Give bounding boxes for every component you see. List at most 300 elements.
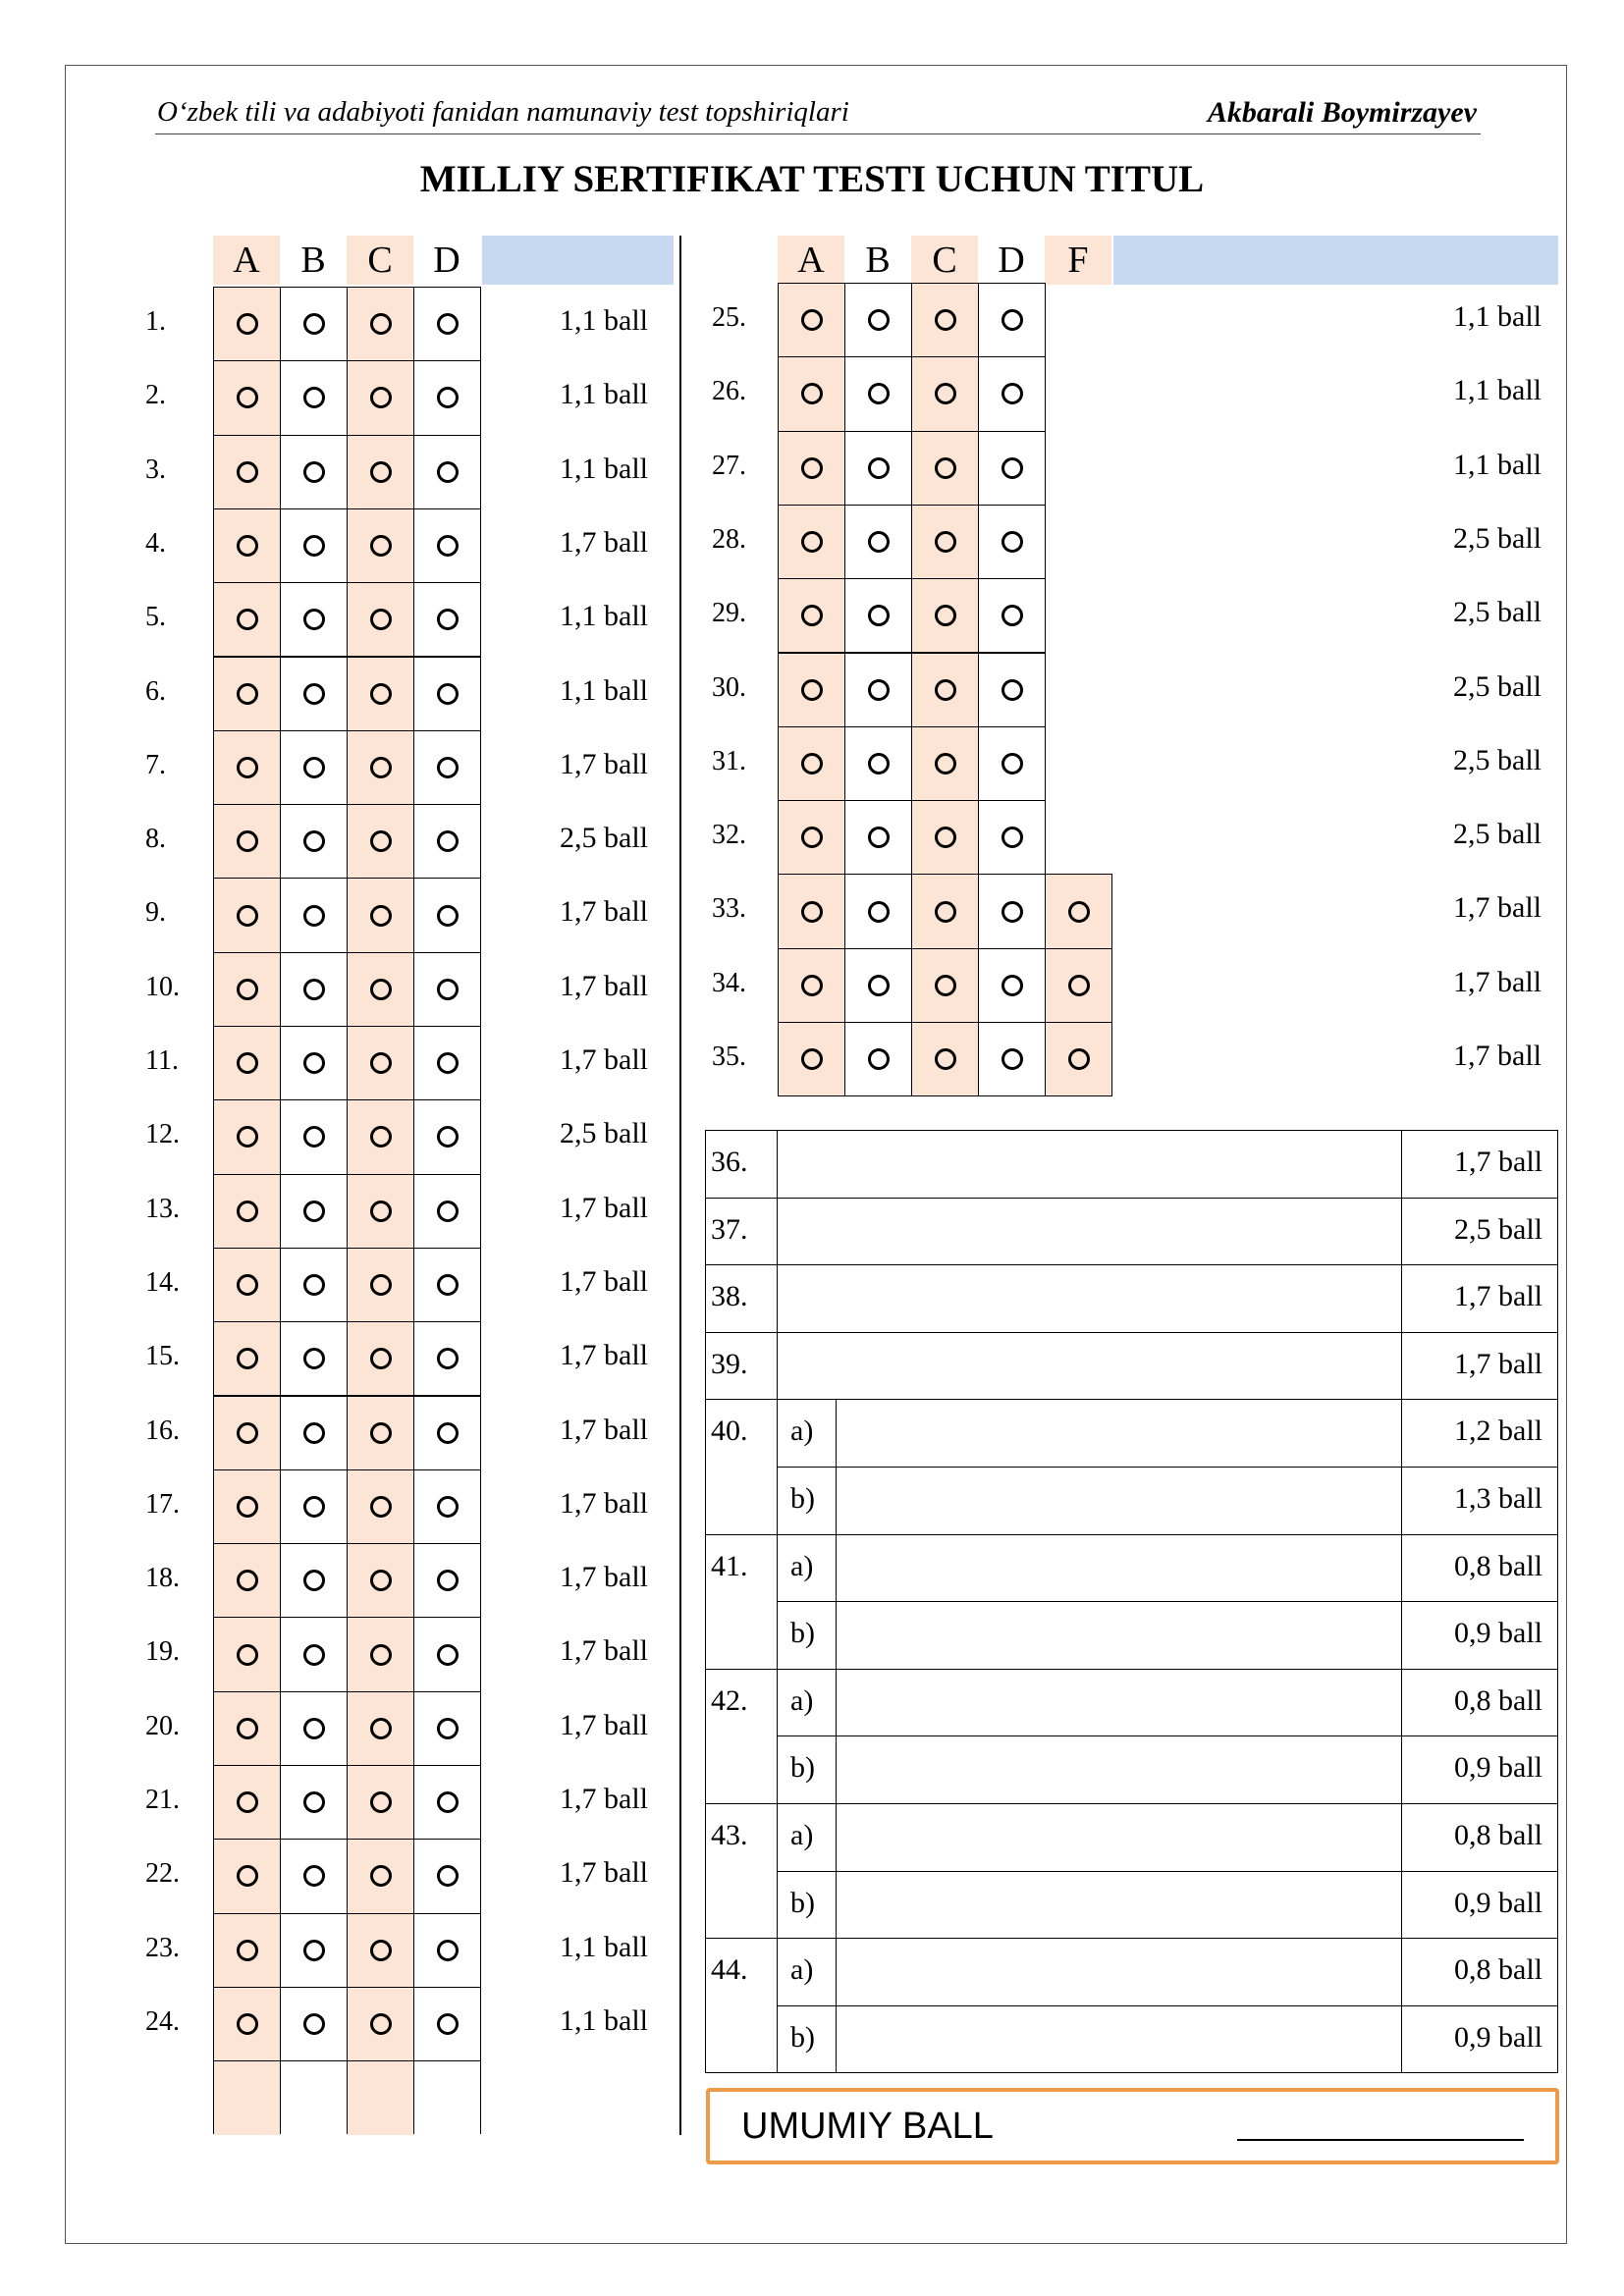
bubble-option-b[interactable] (868, 827, 890, 848)
bubble-option-d[interactable] (437, 830, 459, 852)
answer-field[interactable] (836, 1601, 1402, 1670)
bubble-option-b[interactable] (303, 1496, 325, 1518)
bubble-option-c[interactable] (370, 1718, 392, 1739)
answer-cell[interactable] (347, 1026, 414, 1100)
bubble-option-a[interactable] (801, 753, 823, 774)
bubble-option-a[interactable] (237, 1126, 258, 1148)
bubble-option-d[interactable] (437, 1052, 459, 1074)
answer-cell[interactable] (978, 948, 1046, 1023)
answer-field[interactable] (777, 1198, 1402, 1266)
bubble-option-a[interactable] (237, 1348, 258, 1369)
answer-cell[interactable] (280, 1174, 348, 1249)
bubble-option-a[interactable] (237, 1644, 258, 1666)
answer-cell[interactable] (347, 1469, 414, 1544)
total-score-field[interactable] (1237, 2139, 1524, 2141)
bubble-option-d[interactable] (1001, 309, 1023, 331)
bubble-option-b[interactable] (303, 1126, 325, 1148)
answer-cell[interactable] (413, 508, 481, 583)
answer-cell[interactable] (213, 1913, 281, 1988)
answer-cell[interactable] (978, 726, 1046, 801)
bubble-option-c[interactable] (370, 1791, 392, 1813)
bubble-option-a[interactable] (801, 1048, 823, 1070)
bubble-option-b[interactable] (303, 1570, 325, 1591)
answer-cell[interactable] (413, 1469, 481, 1544)
answer-cell[interactable] (911, 283, 979, 357)
bubble-option-a[interactable] (801, 383, 823, 404)
bubble-option-b[interactable] (303, 1348, 325, 1369)
bubble-option-a[interactable] (237, 1422, 258, 1444)
answer-cell[interactable] (347, 878, 414, 952)
bubble-option-b[interactable] (303, 1940, 325, 1961)
answer-cell[interactable] (844, 874, 912, 948)
bubble-option-d[interactable] (437, 535, 459, 557)
answer-cell[interactable] (280, 1839, 348, 1913)
answer-cell[interactable] (347, 1248, 414, 1322)
answer-cell[interactable] (347, 582, 414, 657)
bubble-option-b[interactable] (303, 1052, 325, 1074)
bubble-option-c[interactable] (370, 830, 392, 852)
bubble-option-a[interactable] (237, 683, 258, 705)
answer-cell[interactable] (347, 1987, 414, 2061)
answer-cell[interactable] (280, 730, 348, 805)
bubble-option-b[interactable] (868, 531, 890, 553)
answer-cell[interactable] (978, 1022, 1046, 1096)
bubble-option-f[interactable] (1068, 975, 1090, 996)
bubble-option-a[interactable] (801, 531, 823, 553)
answer-cell[interactable] (911, 948, 979, 1023)
bubble-option-b[interactable] (303, 387, 325, 408)
bubble-option-a[interactable] (237, 979, 258, 1000)
answer-field[interactable] (836, 1871, 1402, 1940)
answer-cell[interactable] (978, 653, 1046, 727)
bubble-option-d[interactable] (1001, 753, 1023, 774)
answer-cell[interactable] (778, 283, 845, 357)
bubble-option-d[interactable] (437, 313, 459, 335)
bubble-option-c[interactable] (370, 1940, 392, 1961)
bubble-option-a[interactable] (801, 975, 823, 996)
answer-cell[interactable] (213, 730, 281, 805)
answer-cell[interactable] (213, 1099, 281, 1174)
answer-cell[interactable] (413, 360, 481, 435)
bubble-option-d[interactable] (437, 1496, 459, 1518)
answer-cell[interactable] (347, 1321, 414, 1396)
answer-cell[interactable] (844, 726, 912, 801)
answer-cell[interactable] (844, 578, 912, 653)
answer-cell[interactable] (213, 360, 281, 435)
bubble-option-b[interactable] (303, 1201, 325, 1222)
bubble-option-d[interactable] (1001, 679, 1023, 701)
answer-cell[interactable] (347, 1839, 414, 1913)
answer-cell[interactable] (280, 1765, 348, 1840)
answer-field[interactable] (836, 1938, 1402, 2006)
bubble-option-b[interactable] (303, 461, 325, 483)
answer-cell[interactable] (347, 1913, 414, 1988)
bubble-option-a[interactable] (237, 830, 258, 852)
bubble-option-b[interactable] (303, 979, 325, 1000)
answer-cell[interactable] (347, 1543, 414, 1618)
bubble-option-d[interactable] (1001, 827, 1023, 848)
answer-cell[interactable] (280, 1099, 348, 1174)
bubble-option-a[interactable] (237, 1496, 258, 1518)
answer-cell[interactable] (413, 657, 481, 731)
answer-cell[interactable] (213, 1987, 281, 2061)
bubble-option-b[interactable] (303, 313, 325, 335)
answer-cell[interactable] (213, 878, 281, 952)
answer-cell[interactable] (978, 874, 1046, 948)
answer-cell[interactable] (413, 730, 481, 805)
answer-cell[interactable] (778, 1022, 845, 1096)
answer-cell[interactable] (280, 287, 348, 361)
answer-field[interactable] (836, 2005, 1402, 2074)
bubble-option-b[interactable] (868, 1048, 890, 1070)
bubble-option-d[interactable] (437, 1791, 459, 1813)
bubble-option-d[interactable] (437, 1126, 459, 1148)
bubble-option-d[interactable] (1001, 605, 1023, 626)
answer-field[interactable] (777, 1130, 1402, 1199)
bubble-option-b[interactable] (303, 1718, 325, 1739)
bubble-option-d[interactable] (1001, 901, 1023, 923)
answer-field[interactable] (777, 1264, 1402, 1333)
bubble-option-a[interactable] (801, 605, 823, 626)
bubble-option-a[interactable] (801, 457, 823, 479)
bubble-option-d[interactable] (437, 1422, 459, 1444)
bubble-option-c[interactable] (370, 1644, 392, 1666)
bubble-option-a[interactable] (237, 535, 258, 557)
answer-cell[interactable] (280, 657, 348, 731)
answer-cell[interactable] (347, 1396, 414, 1470)
answer-cell[interactable] (778, 653, 845, 727)
answer-field[interactable] (836, 1803, 1402, 1872)
answer-cell[interactable] (413, 1248, 481, 1322)
answer-cell[interactable] (280, 1248, 348, 1322)
bubble-option-d[interactable] (1001, 457, 1023, 479)
answer-cell[interactable] (978, 800, 1046, 875)
answer-cell[interactable] (413, 1913, 481, 1988)
answer-cell[interactable] (280, 1617, 348, 1691)
bubble-option-c[interactable] (370, 1274, 392, 1296)
bubble-option-a[interactable] (237, 1274, 258, 1296)
answer-cell[interactable] (213, 1321, 281, 1396)
bubble-option-c[interactable] (370, 535, 392, 557)
bubble-option-c[interactable] (935, 679, 956, 701)
bubble-option-d[interactable] (1001, 1048, 1023, 1070)
answer-cell[interactable] (213, 1691, 281, 1766)
bubble-option-c[interactable] (370, 1052, 392, 1074)
answer-cell[interactable] (280, 1987, 348, 2061)
answer-cell[interactable] (413, 1691, 481, 1766)
answer-cell[interactable] (911, 653, 979, 727)
bubble-option-a[interactable] (801, 679, 823, 701)
answer-cell[interactable] (413, 1839, 481, 1913)
bubble-option-c[interactable] (370, 2013, 392, 2035)
bubble-option-c[interactable] (935, 457, 956, 479)
bubble-option-b[interactable] (303, 1865, 325, 1887)
bubble-option-b[interactable] (303, 1644, 325, 1666)
bubble-option-b[interactable] (868, 975, 890, 996)
answer-cell[interactable] (978, 283, 1046, 357)
answer-cell[interactable] (347, 952, 414, 1027)
bubble-option-c[interactable] (370, 1422, 392, 1444)
answer-cell[interactable] (280, 804, 348, 879)
bubble-option-b[interactable] (303, 609, 325, 630)
bubble-option-b[interactable] (303, 2013, 325, 2035)
answer-cell[interactable] (213, 435, 281, 509)
answer-cell[interactable] (213, 1839, 281, 1913)
bubble-option-d[interactable] (437, 1570, 459, 1591)
answer-cell[interactable] (347, 804, 414, 879)
bubble-option-c[interactable] (370, 313, 392, 335)
answer-cell[interactable] (213, 1248, 281, 1322)
answer-cell[interactable] (413, 582, 481, 657)
answer-cell[interactable] (844, 505, 912, 579)
answer-cell[interactable] (347, 1174, 414, 1249)
answer-cell[interactable] (844, 800, 912, 875)
answer-cell[interactable] (911, 726, 979, 801)
answer-cell[interactable] (844, 283, 912, 357)
answer-field[interactable] (836, 1534, 1402, 1603)
bubble-option-d[interactable] (437, 683, 459, 705)
bubble-option-b[interactable] (868, 605, 890, 626)
bubble-option-b[interactable] (303, 1274, 325, 1296)
answer-field[interactable] (836, 1669, 1402, 1737)
answer-cell[interactable] (213, 1543, 281, 1618)
bubble-option-b[interactable] (303, 683, 325, 705)
answer-cell[interactable] (413, 1987, 481, 2061)
answer-cell[interactable] (1045, 874, 1112, 948)
answer-cell[interactable] (280, 360, 348, 435)
bubble-option-c[interactable] (935, 309, 956, 331)
bubble-option-c[interactable] (935, 383, 956, 404)
answer-field[interactable] (836, 1735, 1402, 1804)
bubble-option-a[interactable] (237, 905, 258, 927)
answer-cell[interactable] (413, 1099, 481, 1174)
bubble-option-c[interactable] (935, 605, 956, 626)
bubble-option-b[interactable] (303, 830, 325, 852)
answer-cell[interactable] (413, 1026, 481, 1100)
answer-cell[interactable] (280, 582, 348, 657)
answer-cell[interactable] (213, 1396, 281, 1470)
bubble-option-a[interactable] (237, 1718, 258, 1739)
answer-cell[interactable] (911, 578, 979, 653)
bubble-option-c[interactable] (370, 683, 392, 705)
bubble-option-b[interactable] (303, 757, 325, 778)
answer-cell[interactable] (280, 1321, 348, 1396)
answer-cell[interactable] (978, 356, 1046, 431)
answer-cell[interactable] (213, 1765, 281, 1840)
answer-cell[interactable] (413, 1765, 481, 1840)
bubble-option-b[interactable] (868, 383, 890, 404)
answer-cell[interactable] (413, 804, 481, 879)
bubble-option-c[interactable] (370, 757, 392, 778)
bubble-option-c[interactable] (935, 753, 956, 774)
answer-cell[interactable] (280, 1396, 348, 1470)
answer-cell[interactable] (213, 952, 281, 1027)
answer-cell[interactable] (213, 287, 281, 361)
bubble-option-a[interactable] (237, 1052, 258, 1074)
answer-cell[interactable] (978, 431, 1046, 506)
answer-cell[interactable] (778, 505, 845, 579)
answer-cell[interactable] (347, 1691, 414, 1766)
answer-cell[interactable] (280, 1543, 348, 1618)
bubble-option-c[interactable] (370, 1126, 392, 1148)
bubble-option-a[interactable] (237, 1865, 258, 1887)
bubble-option-d[interactable] (1001, 383, 1023, 404)
answer-cell[interactable] (280, 1026, 348, 1100)
bubble-option-c[interactable] (370, 461, 392, 483)
bubble-option-d[interactable] (437, 1274, 459, 1296)
answer-cell[interactable] (213, 1617, 281, 1691)
answer-cell[interactable] (844, 431, 912, 506)
bubble-option-d[interactable] (437, 387, 459, 408)
bubble-option-b[interactable] (868, 901, 890, 923)
answer-cell[interactable] (413, 1174, 481, 1249)
answer-cell[interactable] (778, 356, 845, 431)
answer-cell[interactable] (778, 431, 845, 506)
bubble-option-c[interactable] (935, 975, 956, 996)
bubble-option-c[interactable] (935, 827, 956, 848)
answer-cell[interactable] (347, 1617, 414, 1691)
answer-cell[interactable] (280, 435, 348, 509)
answer-cell[interactable] (413, 878, 481, 952)
answer-cell[interactable] (347, 287, 414, 361)
answer-cell[interactable] (978, 578, 1046, 653)
answer-cell[interactable] (280, 878, 348, 952)
bubble-option-b[interactable] (868, 679, 890, 701)
bubble-option-d[interactable] (437, 461, 459, 483)
bubble-option-d[interactable] (437, 1718, 459, 1739)
answer-cell[interactable] (778, 874, 845, 948)
bubble-option-a[interactable] (801, 901, 823, 923)
bubble-option-b[interactable] (303, 1422, 325, 1444)
bubble-option-c[interactable] (370, 1201, 392, 1222)
bubble-option-a[interactable] (801, 827, 823, 848)
answer-cell[interactable] (778, 800, 845, 875)
answer-cell[interactable] (213, 804, 281, 879)
bubble-option-a[interactable] (237, 461, 258, 483)
answer-cell[interactable] (844, 653, 912, 727)
answer-cell[interactable] (911, 800, 979, 875)
bubble-option-c[interactable] (370, 1348, 392, 1369)
bubble-option-d[interactable] (437, 1644, 459, 1666)
bubble-option-d[interactable] (437, 1201, 459, 1222)
bubble-option-a[interactable] (237, 1791, 258, 1813)
answer-cell[interactable] (347, 1099, 414, 1174)
bubble-option-c[interactable] (370, 387, 392, 408)
bubble-option-b[interactable] (868, 309, 890, 331)
bubble-option-c[interactable] (370, 1496, 392, 1518)
bubble-option-c[interactable] (935, 531, 956, 553)
answer-field[interactable] (836, 1399, 1402, 1468)
bubble-option-d[interactable] (1001, 975, 1023, 996)
answer-cell[interactable] (213, 1026, 281, 1100)
answer-cell[interactable] (911, 356, 979, 431)
bubble-option-a[interactable] (237, 1570, 258, 1591)
bubble-option-c[interactable] (370, 609, 392, 630)
answer-cell[interactable] (347, 360, 414, 435)
bubble-option-a[interactable] (237, 387, 258, 408)
answer-cell[interactable] (413, 435, 481, 509)
bubble-option-f[interactable] (1068, 1048, 1090, 1070)
answer-cell[interactable] (280, 1469, 348, 1544)
bubble-option-c[interactable] (370, 1865, 392, 1887)
answer-cell[interactable] (1045, 948, 1112, 1023)
answer-cell[interactable] (413, 952, 481, 1027)
answer-cell[interactable] (844, 948, 912, 1023)
answer-cell[interactable] (347, 435, 414, 509)
answer-cell[interactable] (347, 508, 414, 583)
answer-cell[interactable] (280, 508, 348, 583)
bubble-option-a[interactable] (237, 1201, 258, 1222)
answer-cell[interactable] (347, 1765, 414, 1840)
bubble-option-b[interactable] (303, 1791, 325, 1813)
answer-cell[interactable] (844, 356, 912, 431)
bubble-option-c[interactable] (935, 1048, 956, 1070)
answer-cell[interactable] (911, 431, 979, 506)
bubble-option-c[interactable] (370, 979, 392, 1000)
bubble-option-d[interactable] (437, 979, 459, 1000)
answer-cell[interactable] (1045, 1022, 1112, 1096)
answer-cell[interactable] (280, 952, 348, 1027)
answer-cell[interactable] (413, 1543, 481, 1618)
answer-cell[interactable] (978, 505, 1046, 579)
answer-cell[interactable] (347, 730, 414, 805)
bubble-option-d[interactable] (437, 609, 459, 630)
bubble-option-a[interactable] (237, 2013, 258, 2035)
answer-cell[interactable] (911, 874, 979, 948)
answer-cell[interactable] (413, 1396, 481, 1470)
answer-cell[interactable] (778, 578, 845, 653)
answer-cell[interactable] (778, 726, 845, 801)
bubble-option-b[interactable] (868, 753, 890, 774)
bubble-option-d[interactable] (1001, 531, 1023, 553)
answer-field[interactable] (836, 1467, 1402, 1535)
answer-cell[interactable] (213, 1174, 281, 1249)
bubble-option-d[interactable] (437, 905, 459, 927)
answer-cell[interactable] (911, 1022, 979, 1096)
answer-cell[interactable] (911, 505, 979, 579)
bubble-option-d[interactable] (437, 757, 459, 778)
bubble-option-c[interactable] (370, 1570, 392, 1591)
answer-cell[interactable] (213, 657, 281, 731)
bubble-option-b[interactable] (303, 905, 325, 927)
bubble-option-a[interactable] (237, 1940, 258, 1961)
answer-cell[interactable] (280, 1913, 348, 1988)
answer-cell[interactable] (213, 582, 281, 657)
answer-cell[interactable] (413, 1321, 481, 1396)
bubble-option-c[interactable] (935, 901, 956, 923)
bubble-option-a[interactable] (237, 313, 258, 335)
answer-cell[interactable] (280, 1691, 348, 1766)
answer-cell[interactable] (347, 657, 414, 731)
answer-cell[interactable] (213, 1469, 281, 1544)
answer-field[interactable] (777, 1332, 1402, 1401)
answer-cell[interactable] (778, 948, 845, 1023)
bubble-option-a[interactable] (237, 609, 258, 630)
bubble-option-b[interactable] (868, 457, 890, 479)
bubble-option-d[interactable] (437, 1348, 459, 1369)
bubble-option-d[interactable] (437, 1865, 459, 1887)
answer-cell[interactable] (413, 1617, 481, 1691)
bubble-option-a[interactable] (237, 757, 258, 778)
bubble-option-f[interactable] (1068, 901, 1090, 923)
bubble-option-d[interactable] (437, 2013, 459, 2035)
answer-cell[interactable] (413, 287, 481, 361)
answer-cell[interactable] (844, 1022, 912, 1096)
bubble-option-a[interactable] (801, 309, 823, 331)
bubble-option-c[interactable] (370, 905, 392, 927)
answer-cell[interactable] (213, 508, 281, 583)
bubble-option-b[interactable] (303, 535, 325, 557)
